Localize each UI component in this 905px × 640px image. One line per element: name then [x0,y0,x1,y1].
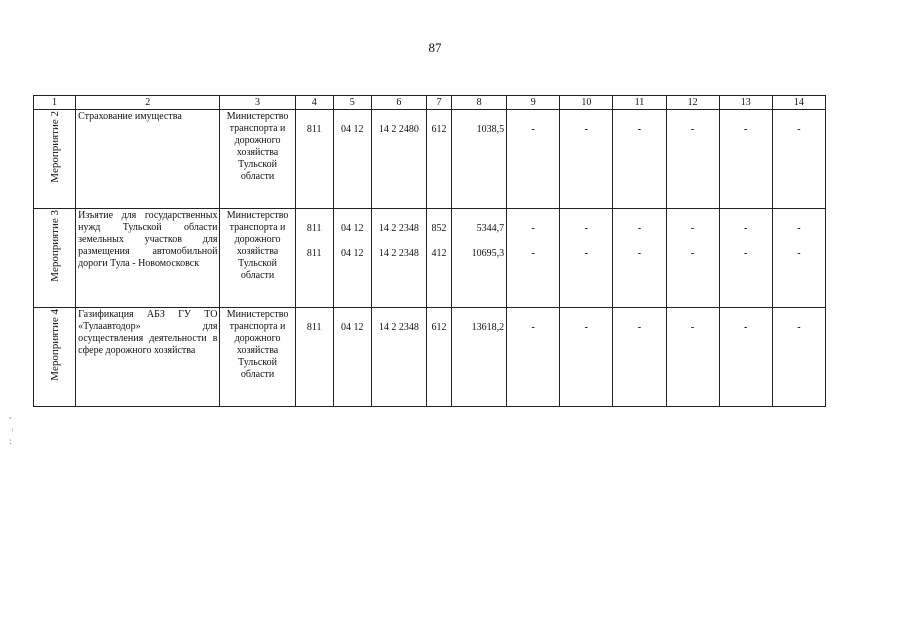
section-code: 04 12 [341,223,364,234]
event-name: Газификация АБЗ ГУ ТО «Тулаавтодор» для осуществления деятельности в сфере дорожного хозяйства [76,308,220,407]
value-cell: - [637,322,642,333]
expense-type: 412 [431,248,447,259]
grbs-code: 811 [306,223,322,234]
event-label-cell [34,110,76,209]
amount: 13618,2 [471,322,505,333]
scan-artifact: : [9,436,12,446]
column-header: 11 [613,96,666,110]
value-cell: - [690,124,695,135]
value-cell: - [637,223,642,234]
target-article: 14 2 2348 [378,223,419,234]
value-cell: - [584,124,588,135]
target-article: 14 2 2348 [378,322,419,333]
amount: 1038,5 [476,124,505,135]
table-row [34,209,826,308]
scan-artifact: · [11,425,14,435]
grbs-code: 811 [306,124,322,135]
event-label: Мероприятие 3 [48,210,61,282]
grbs-code: 811 [306,322,322,333]
expense-type: 612 [431,322,447,333]
column-header: 13 [719,96,772,110]
section-code: 04 12 [341,248,364,259]
column-header: 12 [666,96,719,110]
column-header: 8 [452,96,507,110]
target-article: 14 2 2480 [378,124,419,135]
grbs-code: 811 [306,248,322,259]
executor: Министерство транспорта и дорожного хозяйства Тульской области [220,308,295,407]
value-cell: - [584,223,588,234]
column-header: 6 [371,96,426,110]
column-header: 7 [426,96,451,110]
value-cell: - [584,248,588,259]
value-cell: - [531,248,535,259]
table-row [34,308,826,407]
value-cell: - [531,124,535,135]
column-header: 10 [560,96,613,110]
value-cell: - [584,322,588,333]
column-header: 3 [220,96,295,110]
value-cell: - [797,223,801,234]
section-code: 04 12 [341,322,364,333]
value-cell: - [637,124,642,135]
value-cell: - [531,223,535,234]
column-number-row [34,96,826,110]
column-header: 1 [34,96,76,110]
value-cell: - [637,248,642,259]
expense-type: 612 [431,124,447,135]
target-article: 14 2 2348 [378,248,419,259]
value-cell: - [690,322,695,333]
amount: 10695,3 [471,248,505,259]
column-header: 14 [772,96,825,110]
column-header: 9 [507,96,560,110]
value-cell: - [531,322,535,333]
event-label: Мероприятие 4 [48,309,61,381]
event-name: Изъятие для государственных нужд Тульской области земельных участков для размещения автомобильной дороги Тула - Новомосковск [76,209,220,308]
expense-type: 852 [431,223,447,234]
value-cell: - [797,248,801,259]
event-label-cell [34,209,76,308]
executor: Министерство транспорта и дорожного хозяйства Тульской области [220,110,295,209]
event-label: Мероприятие 2 [48,111,61,183]
amount: 5344,7 [476,223,505,234]
value-cell: - [797,124,801,135]
section-code: 04 12 [341,124,364,135]
column-header: 4 [295,96,333,110]
event-name: Страхование имущества [76,110,220,209]
event-label-cell [34,308,76,407]
value-cell: - [744,322,748,333]
value-cell: - [690,223,695,234]
value-cell: - [744,248,748,259]
scan-artifact: , [9,410,12,420]
page-number: 87 [428,40,442,55]
executor: Министерство транспорта и дорожного хозяйства Тульской области [220,209,295,308]
table-row [34,110,826,209]
column-header: 5 [333,96,371,110]
value-cell: - [690,248,695,259]
value-cell: - [744,124,748,135]
column-header: 2 [76,96,220,110]
program-table [33,95,826,407]
value-cell: - [744,223,748,234]
value-cell: - [797,322,801,333]
